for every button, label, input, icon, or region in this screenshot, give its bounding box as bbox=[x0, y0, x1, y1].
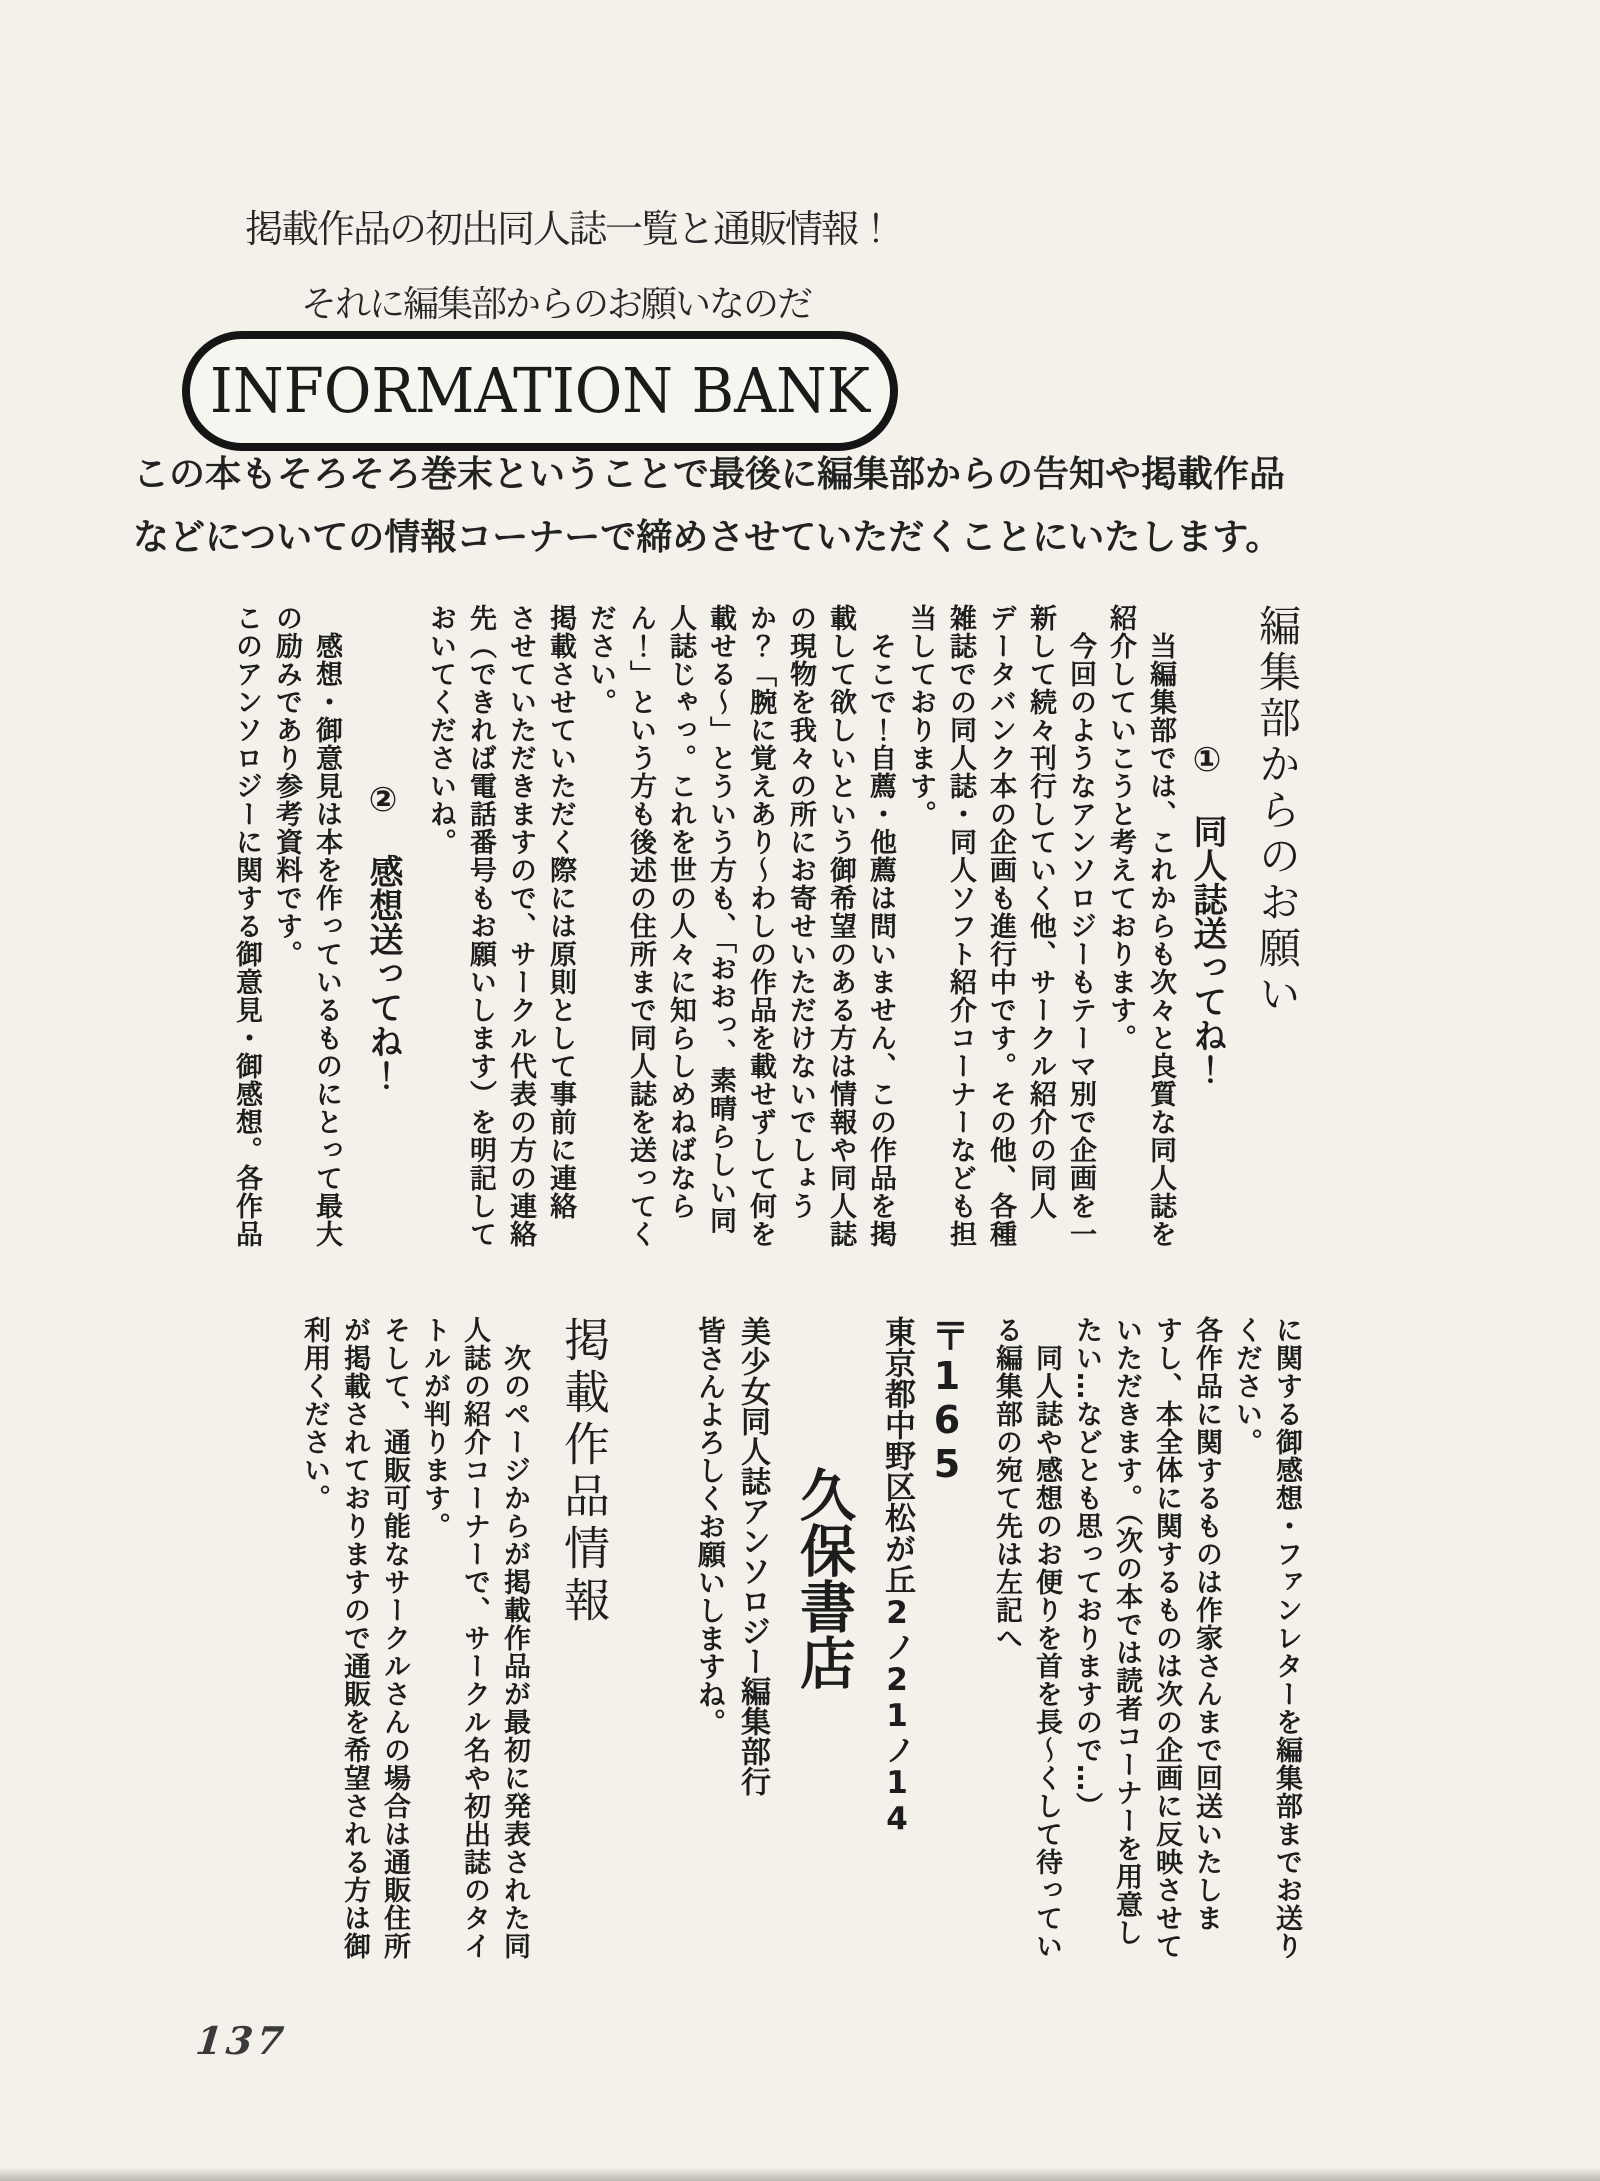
information-bank-banner-text: INFORMATION BANK bbox=[209, 354, 871, 428]
postal-code: 〒165 bbox=[925, 1316, 969, 1486]
text-column: 感想・御意見は本を作っているものにとって最大 bbox=[311, 604, 342, 1248]
editorial-request-heading: 編集部からのお願い bbox=[1253, 604, 1302, 1018]
text-column: データバンク本の企画も進行中です。その他、各種 bbox=[985, 604, 1016, 1248]
page-number: 137 bbox=[193, 2018, 290, 2063]
address-closing: 皆さんよろしくお願いしますね。 bbox=[694, 1316, 727, 1736]
editorial-request-upper-block bbox=[226, 604, 1306, 1266]
text-column: 掲載させていただく際には原則として事前に連絡 bbox=[545, 604, 576, 1220]
text-column: 載せる～」とういう方も、「おおっ、素晴らしい同 bbox=[705, 604, 736, 1235]
address-recipient: 美少女同人誌アンソロジー編集部行 bbox=[735, 1316, 770, 1796]
text-column: に関する御感想・ファンレターを編集部までお送り bbox=[1271, 1316, 1302, 1960]
text-column: 当しております。 bbox=[905, 604, 936, 828]
text-column: 雑誌での同人誌・同人ソフト紹介コーナーなども担 bbox=[945, 604, 976, 1248]
intro-line2: などについての情報コーナーで締めさせていただくことにいたします。 bbox=[133, 517, 1282, 558]
works-info-heading: 掲載作品情報 bbox=[557, 1316, 611, 1628]
text-column: 先（できれば電話番号もお願いします）を明記して bbox=[465, 604, 496, 1248]
text-column: 紹介していこうと考えております。 bbox=[1105, 604, 1136, 1052]
text-column: 利用ください。 bbox=[299, 1316, 330, 1512]
text-column: トルが判ります。 bbox=[419, 1316, 450, 1540]
text-column: か？「腕に覚えあり～わしの作品を載せずして何を bbox=[745, 604, 776, 1248]
text-column: 新して続々刊行していく他、サークル紹介の同人 bbox=[1025, 604, 1056, 1220]
text-column: たい…などとも思っておりますので…） bbox=[1071, 1316, 1102, 1820]
text-column: 同人誌や感想のお便りを首を長～くして待ってい bbox=[1031, 1316, 1062, 1960]
text-column: の励みであり参考資料です。 bbox=[271, 604, 302, 968]
text-column: おいてくださいね。 bbox=[425, 604, 456, 856]
text-column: ください。 bbox=[1231, 1316, 1262, 1456]
page-title-line2: それに編集部からのお願いなのだ bbox=[301, 284, 812, 325]
subsection-2-heading: ② 感想送ってね！ bbox=[363, 780, 403, 1092]
text-column: そこで！自薦・他薦は問いません、この作品を掲 bbox=[865, 604, 896, 1248]
text-column: 載して欲しいという御希望のある方は情報や同人誌 bbox=[825, 604, 856, 1248]
page-title-line1: 掲載作品の初出同人誌一覧と通販情報！ bbox=[245, 207, 894, 251]
text-column: 次のページからが掲載作品が最初に発表された同 bbox=[499, 1316, 530, 1960]
intro-line1: この本もそろそろ巻末ということで最後に編集部からの告知や掲載作品 bbox=[133, 454, 1286, 495]
text-column: ださい。 bbox=[585, 604, 616, 716]
text-column: 人誌じゃっ。これを世の人々に知らしめねばなら bbox=[665, 604, 696, 1220]
text-column: すし、本全体に関するものは次の企画に反映させて bbox=[1151, 1316, 1182, 1960]
text-column: 各作品に関するものは作家さんまで回送いたしま bbox=[1191, 1316, 1222, 1932]
information-bank-banner bbox=[182, 331, 898, 451]
text-column: 当編集部では、これからも次々と良質な同人誌を bbox=[1145, 604, 1176, 1248]
lower-block bbox=[294, 1316, 1306, 1978]
text-column: このアンソロジーに関する御意見・御感想。各作品 bbox=[231, 604, 262, 1248]
scan-edge-shadow bbox=[0, 2167, 1600, 2181]
text-column: 今回のようなアンソロジーもテーマ別で企画を一 bbox=[1065, 604, 1096, 1248]
publisher-name: 久保書店 bbox=[791, 1466, 856, 1690]
text-column: ん！」という方も後述の住所まで同人誌を送ってく bbox=[625, 604, 656, 1248]
text-column: の現物を我々の所にお寄せいただけないでしょう bbox=[785, 604, 816, 1220]
subsection-1-heading: ① 同人誌送ってね！ bbox=[1187, 740, 1227, 1086]
text-column: る編集部の宛て先は左記へ bbox=[991, 1316, 1022, 1652]
text-column: させていただきますので、サークル代表の方の連絡 bbox=[505, 604, 536, 1248]
text-column: 人誌の紹介コーナーで、サークル名や初出誌のタイ bbox=[459, 1316, 490, 1960]
text-column: そして、通販可能なサークルさんの場合は通販住所 bbox=[379, 1316, 410, 1960]
address-line: 東京都中野区松が丘2ノ21ノ14 bbox=[879, 1316, 915, 1837]
text-column: が掲載されておりますので通販を希望される方は御 bbox=[339, 1316, 370, 1960]
text-column: いただきます。（次の本では読者コーナーを用意し bbox=[1111, 1316, 1142, 1947]
